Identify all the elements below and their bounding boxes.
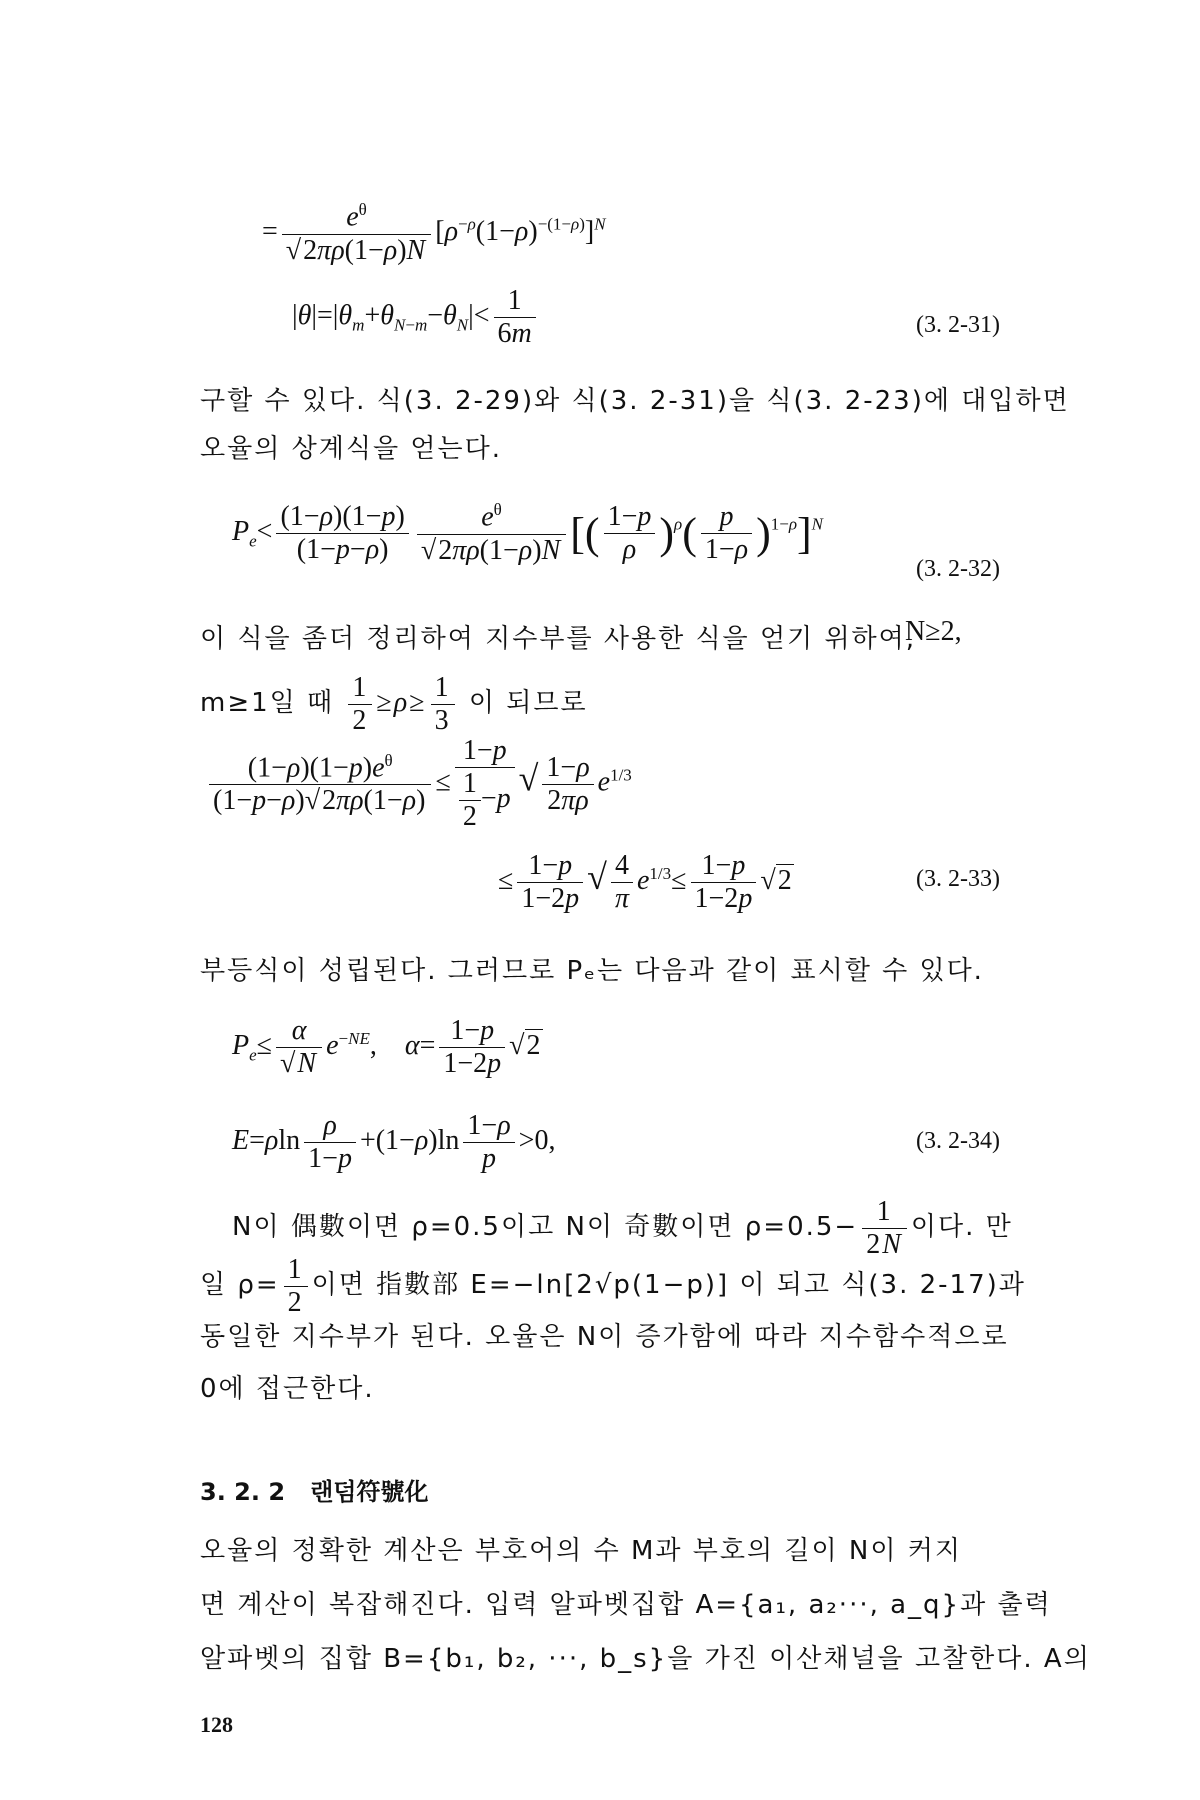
section-number: 3. 2. 2	[200, 1478, 286, 1506]
paragraph-text: 부등식이 성립된다. 그러므로 Pₑ는 다음과 같이 표시할 수 있다.	[200, 956, 984, 986]
paragraph-text: 알파벳의 집합 B={b₁, b₂, ···, b_s}을 가진 이산채널을 고찰한다. A의	[200, 1644, 1091, 1674]
equation-number-33: (3. 2-33)	[916, 866, 1000, 892]
equation-inequality-1: $\frac{(1-\rho)(1-p)e^\theta}{(1-p-\rho)√2\pi\rho(1-\rho)}$ ≤ 1−p $\frac{1}{2}$ −p √ $\frac{1-\rho}{2\pi\rho}$ $e^{1/3}$	[205, 735, 632, 834]
paragraph-text: 일 ρ=	[200, 1270, 280, 1301]
paragraph-text: 오율의 정확한 계산은 부호어의 수 M과 부호의 길이 N이 커지	[200, 1536, 962, 1566]
equation-exponent-E: E=ρln $\frac{\rho}{1-p}$ +(1−ρ)ln $\frac{1-\rho}{p}$ >0,	[232, 1110, 556, 1175]
equation-upper-bound: $P_e<$ $\frac{(1-\rho)(1-p)}{(1-p-\rho)}$ $\frac{e^\theta}{√2\pi\rho(1-\rho)N}$ [( $\frac{1-p}{\rho}$ )$^\rho$( $\frac{p}{1-\rho}$ )$^{1-\rho}$]$^N$	[232, 500, 824, 566]
paragraph-text: 0에 접근한다.	[200, 1374, 375, 1404]
paragraph-text: m≥1일 때	[200, 688, 335, 719]
equation-error-exponent: $P_e\le$ $\frac{\alpha}{√N}$ $e^{-NE}$, α= $\frac{1-p}{1-2p}$ √2	[232, 1015, 541, 1080]
paragraph-line: N이 偶數이면 ρ=0.5이고 N이 奇數이면 ρ=0.5− $\frac{1}{2N}$ 이다. 만	[232, 1196, 1013, 1261]
condition-text: N≥2,	[905, 616, 962, 647]
section-title: 랜덤符號化	[310, 1478, 429, 1506]
paragraph-text: 오율의 상계식을 얻는다.	[200, 434, 502, 464]
condition-line: m≥1일 때 $\frac{1}{2}$ ≥ρ≥ $\frac{1}{3}$ 이 되므로	[200, 672, 588, 737]
paragraph-text: 이 식을 좀더 정리하여 지수부를 사용한 식을 얻기 위하여,	[200, 624, 917, 654]
equation-line-1: = $\frac{e^\theta}{√2\pi\rho(1-\rho)N}$ $[\rho^{-\rho}(1-\rho)^{-(1-\rho)}]^N$	[262, 200, 606, 266]
page-number: 128	[200, 1712, 233, 1737]
paragraph-line: 일 ρ= $\frac{1}{2}$ 이면 指數部 E=−ln[2√p(1−p)] 이 되고 식(3. 2-17)과	[200, 1254, 1026, 1319]
equation-inequality-2: ≤ $\frac{1-p}{1-2p}$ √ $\frac{4}{\pi}$ $e^{1/3}\le$ $\frac{1-p}{1-2p}$ √2	[498, 850, 792, 915]
paragraph-text: 면 계산이 복잡해진다. 입력 알파벳집합 A={a₁, a₂···, a_q}과 출력	[200, 1590, 1052, 1620]
paragraph-text: 구할 수 있다. 식(3. 2-29)와 식(3. 2-31)을 식(3. 2-23)에 대입하면	[200, 386, 1070, 416]
paragraph-text: 이 되므로	[468, 688, 588, 719]
equation-theta-bound: $|\theta|=|\theta_m+\theta_{N-m}-\theta_N|<$ $\frac{1}{6m}$	[292, 285, 540, 350]
paragraph-text: 이다. 만	[910, 1212, 1013, 1243]
equation-number-31: (3. 2-31)	[916, 312, 1000, 338]
equation-number-34: (3. 2-34)	[916, 1128, 1000, 1154]
paragraph-text: N이 偶數이면 ρ=0.5이고 N이 奇數이면 ρ=0.5−	[232, 1212, 859, 1243]
section-heading	[200, 1472, 429, 1507]
paragraph-text: 동일한 지수부가 된다. 오율은 N이 증가함에 따라 지수함수적으로	[200, 1322, 1009, 1352]
paragraph-text: 이면 指數部 E=−ln[2√p(1−p)] 이 되고 식(3. 2-17)과	[311, 1270, 1026, 1301]
equation-number-32: (3. 2-32)	[916, 556, 1000, 582]
